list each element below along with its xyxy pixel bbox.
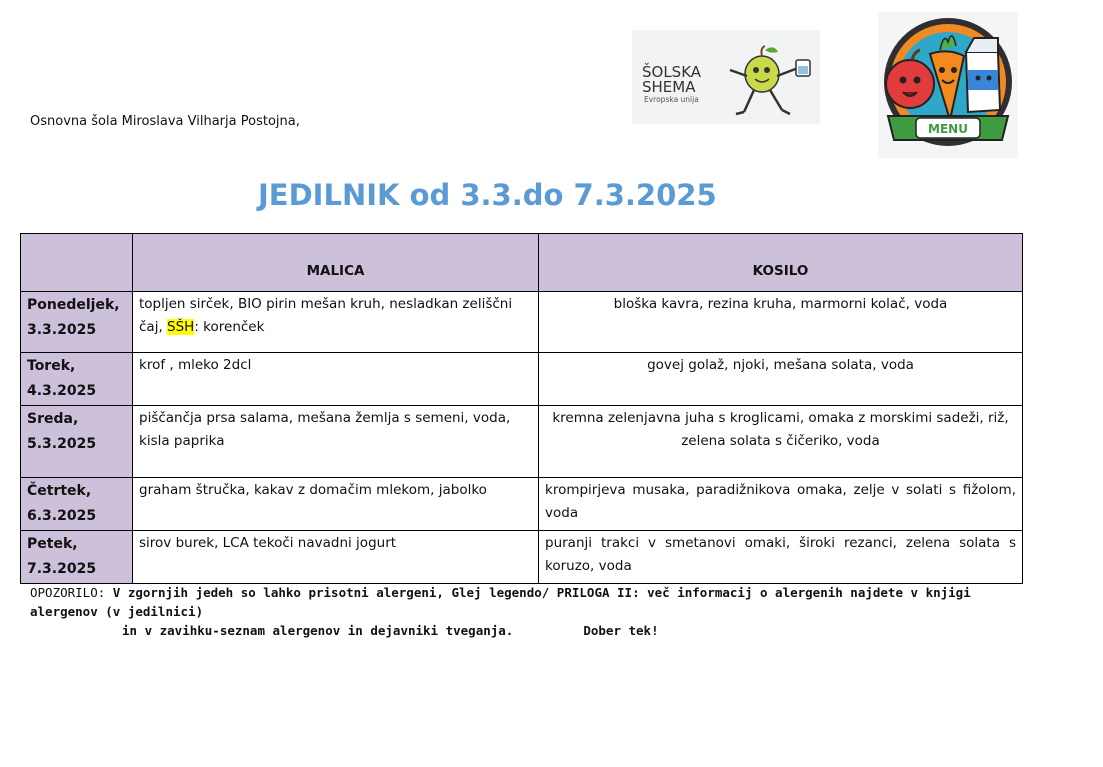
- column-header-malica: MALICA: [133, 234, 539, 292]
- day-cell: [21, 478, 133, 531]
- malica-cell: krof , mleko 2dcl: [133, 353, 539, 406]
- closing-text: Dober tek!: [583, 623, 659, 638]
- day-cell: [21, 531, 133, 584]
- kosilo-cell: puranji trakci v smetanovi omaki, široki rezanci, zelena solata s koruzo, voda: [539, 531, 1023, 584]
- table-row: [21, 353, 1023, 406]
- table-row: [21, 292, 1023, 353]
- menu-logo-text: MENU: [928, 122, 968, 136]
- day-date: 5.3.2025: [27, 436, 97, 452]
- day-date: 3.3.2025: [27, 322, 97, 338]
- day-name: Četrtek,: [27, 483, 92, 499]
- day-cell: [21, 353, 133, 406]
- shema-logo-line2: SHEMA: [642, 78, 696, 96]
- malica-cell: piščančja prsa salama, mešana žemlja s semeni, voda, kisla paprika: [133, 406, 539, 478]
- menu-table: [20, 233, 1023, 584]
- table-row: [21, 478, 1023, 531]
- kosilo-cell: kremna zelenjavna juha s kroglicami, omaka z morskimi sadeži, riž, zelena solata s čičeriko, voda: [539, 406, 1023, 478]
- table-row: [21, 531, 1023, 584]
- day-date: 6.3.2025: [27, 508, 97, 524]
- day-name: Sreda,: [27, 411, 79, 427]
- column-header-day: [21, 234, 133, 292]
- table-header-row: [21, 234, 1023, 292]
- school-scheme-logo: [632, 30, 820, 124]
- malica-cell: sirov burek, LCA tekoči navadni jogurt: [133, 531, 539, 584]
- allergen-note: [30, 583, 1020, 640]
- malica-text: topljen sirček, BIO pirin mešan kruh, nesladkan zeliščni čaj,: [139, 296, 513, 335]
- day-date: 7.3.2025: [27, 561, 97, 577]
- shema-logo-line1: ŠOLSKA: [642, 63, 702, 81]
- kosilo-cell: govej golaž, njoki, mešana solata, voda: [539, 353, 1023, 406]
- day-cell: [21, 292, 133, 353]
- note-label: OPOZORILO:: [30, 585, 106, 600]
- note-text-1: V zgornjih jedeh so lahko prisotni alergeni, Glej legendo/ PRILOGA II: več informacij o alergenih najdete v knjigi alergenov (v jedilnici): [30, 585, 971, 619]
- table-row: [21, 406, 1023, 478]
- page-title: JEDILNIK od 3.3.do 7.3.2025: [258, 178, 717, 212]
- note-text-2: in v zavihku-seznam alergenov in dejavniki tveganja.: [122, 623, 514, 638]
- day-date: 4.3.2025: [27, 383, 97, 399]
- ssh-highlight: SŠH: [167, 319, 195, 335]
- malica-cell: [133, 292, 539, 353]
- note-line-1: [30, 583, 1020, 621]
- day-name: Petek,: [27, 536, 78, 552]
- day-name: Torek,: [27, 358, 76, 374]
- day-cell: [21, 406, 133, 478]
- column-header-kosilo: KOSILO: [539, 234, 1023, 292]
- day-name: Ponedeljek,: [27, 297, 120, 313]
- note-line-2: [30, 621, 1020, 640]
- school-name: Osnovna šola Miroslava Vilharja Postojna,: [30, 114, 300, 129]
- menu-logo: [878, 12, 1018, 158]
- shema-logo-line3: Evropska unija: [644, 95, 699, 104]
- malica-cell: graham štručka, kakav z domačim mlekom, jabolko: [133, 478, 539, 531]
- kosilo-cell: krompirjeva musaka, paradižnikova omaka, zelje v solati s fižolom, voda: [539, 478, 1023, 531]
- kosilo-cell: bloška kavra, rezina kruha, marmorni kolač, voda: [539, 292, 1023, 353]
- malica-text-end: : korenček: [194, 319, 265, 335]
